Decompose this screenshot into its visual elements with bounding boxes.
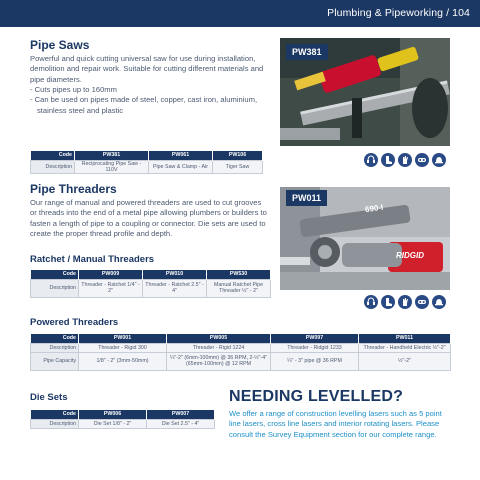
ppe-icons-saws: [364, 153, 446, 167]
ear-protection-icon: [364, 295, 378, 309]
page-title: Plumbing & Pipeworking / 104: [327, 7, 470, 19]
description-cell: Pipe Saw & Clamp - Air: [149, 160, 213, 173]
capacity-cell: ¼" - 3" pipe @ 36 RPM: [271, 352, 359, 370]
gloves-icon: [398, 295, 412, 309]
code-cell: PW061: [149, 151, 213, 160]
code-cell: PW381: [75, 151, 149, 160]
capacity-cell: 1/8" - 2" (3mm-50mm): [79, 352, 167, 370]
hard-hat-icon: [432, 295, 446, 309]
code-header: Code: [31, 410, 79, 419]
code-cell: PW530: [207, 270, 271, 279]
description-cell: Threader - Handheld Electric ½"-2": [359, 343, 451, 352]
code-cell: PW001: [79, 334, 167, 343]
description-header: Description: [31, 279, 79, 297]
ratchet-threaders-table: [30, 270, 271, 298]
ridgid-logo: RIDGID: [396, 251, 424, 260]
description-cell: Threader - Rigid 1224: [167, 343, 271, 352]
description-cell: Threader - Ridgid 1233: [271, 343, 359, 352]
bullet-item: - Cuts pipes up to 160mm: [30, 85, 266, 95]
die-sets-title: Die Sets: [30, 392, 68, 403]
pipe-threaders-description: Our range of manual and powered threaders are used to cut grooves or threads into the end of a metal pipe allowing plumbers or builders to fasten a length of pipe to a coupling or connector. Die sets are used to create the proper thread profile and depth.: [30, 198, 267, 238]
description-cell: Reciprocating Pipe Saw - 110V: [75, 160, 149, 173]
code-header: Code: [31, 334, 79, 343]
code-header: Code: [31, 151, 75, 160]
pipe-saws-description: Powerful and quick cutting universal saw for use during installation, demolition and repair work. Suitable for cutting different materials and pipe diameters.: [30, 54, 264, 84]
pipe-saws-bullets: [30, 85, 266, 116]
ratchet-threaders-title: Ratchet / Manual Threaders: [30, 254, 155, 265]
powered-threaders-table: [30, 334, 451, 371]
promo-text: We offer a range of construction levelling lasers such as 5 point line lasers, cross line lasers and interior rotating lasers. Please consult the Survey Equipment section for our complete range.: [229, 409, 442, 439]
pw381-tag: PW381: [286, 44, 328, 60]
goggles-icon: [415, 295, 429, 309]
hard-hat-icon: [432, 153, 446, 167]
boots-icon: [381, 295, 395, 309]
header-bar: [0, 0, 480, 27]
ppe-icons-threaders: [364, 295, 446, 309]
tool-marking: 690-I: [364, 202, 384, 215]
description-header: Description: [31, 419, 79, 428]
pipe-threader-photo: [280, 187, 450, 290]
code-cell: PW106: [213, 151, 263, 160]
goggles-icon: [415, 153, 429, 167]
description-cell: Manual Ratchet Pipe Threader ½" - 2": [207, 279, 271, 297]
code-header: Code: [31, 270, 79, 279]
ear-protection-icon: [364, 153, 378, 167]
capacity-cell: ¼"-2" (6mm-100mm) @ 36 RPM, 2-½"-4" (65mm-100mm) @ 12 RPM: [167, 352, 271, 370]
description-header: Description: [31, 343, 79, 352]
powered-threaders-title: Powered Threaders: [30, 317, 119, 328]
code-cell: PW006: [79, 410, 147, 419]
pipe-saw-photo: [280, 38, 450, 146]
description-cell: Threader - Ratchet 1/4" - 2": [79, 279, 143, 297]
description-header: Description: [31, 160, 75, 173]
pipe-threaders-title: Pipe Threaders: [30, 182, 117, 196]
capacity-header: Pipe Capacity: [31, 352, 79, 370]
bullet-item: - Can be used on pipes made of steel, copper, cast iron, aluminium, stainless steel and plastic: [30, 95, 266, 116]
pw011-tag: PW011: [286, 190, 327, 206]
pipe-saws-title: Pipe Saws: [30, 38, 90, 52]
code-cell: PW005: [167, 334, 271, 343]
gloves-icon: [398, 153, 412, 167]
boots-icon: [381, 153, 395, 167]
code-cell: PW007: [147, 410, 215, 419]
description-cell: Threader - Rigid 300: [79, 343, 167, 352]
code-cell: PW009: [79, 270, 143, 279]
code-cell: PW097: [271, 334, 359, 343]
pipe-saws-table: [30, 151, 263, 174]
description-cell: Threader - Ratchet 2.5" - 4": [143, 279, 207, 297]
die-sets-table: [30, 410, 215, 429]
description-cell: Tiger Saw: [213, 160, 263, 173]
code-cell: PW011: [359, 334, 451, 343]
description-cell: Die Set 1/8" - 2": [79, 419, 147, 428]
capacity-cell: ½"-2": [359, 352, 451, 370]
code-cell: PW010: [143, 270, 207, 279]
promo-title: NEEDING LEVELLED?: [229, 388, 404, 405]
description-cell: Die Set 2.5" - 4": [147, 419, 215, 428]
